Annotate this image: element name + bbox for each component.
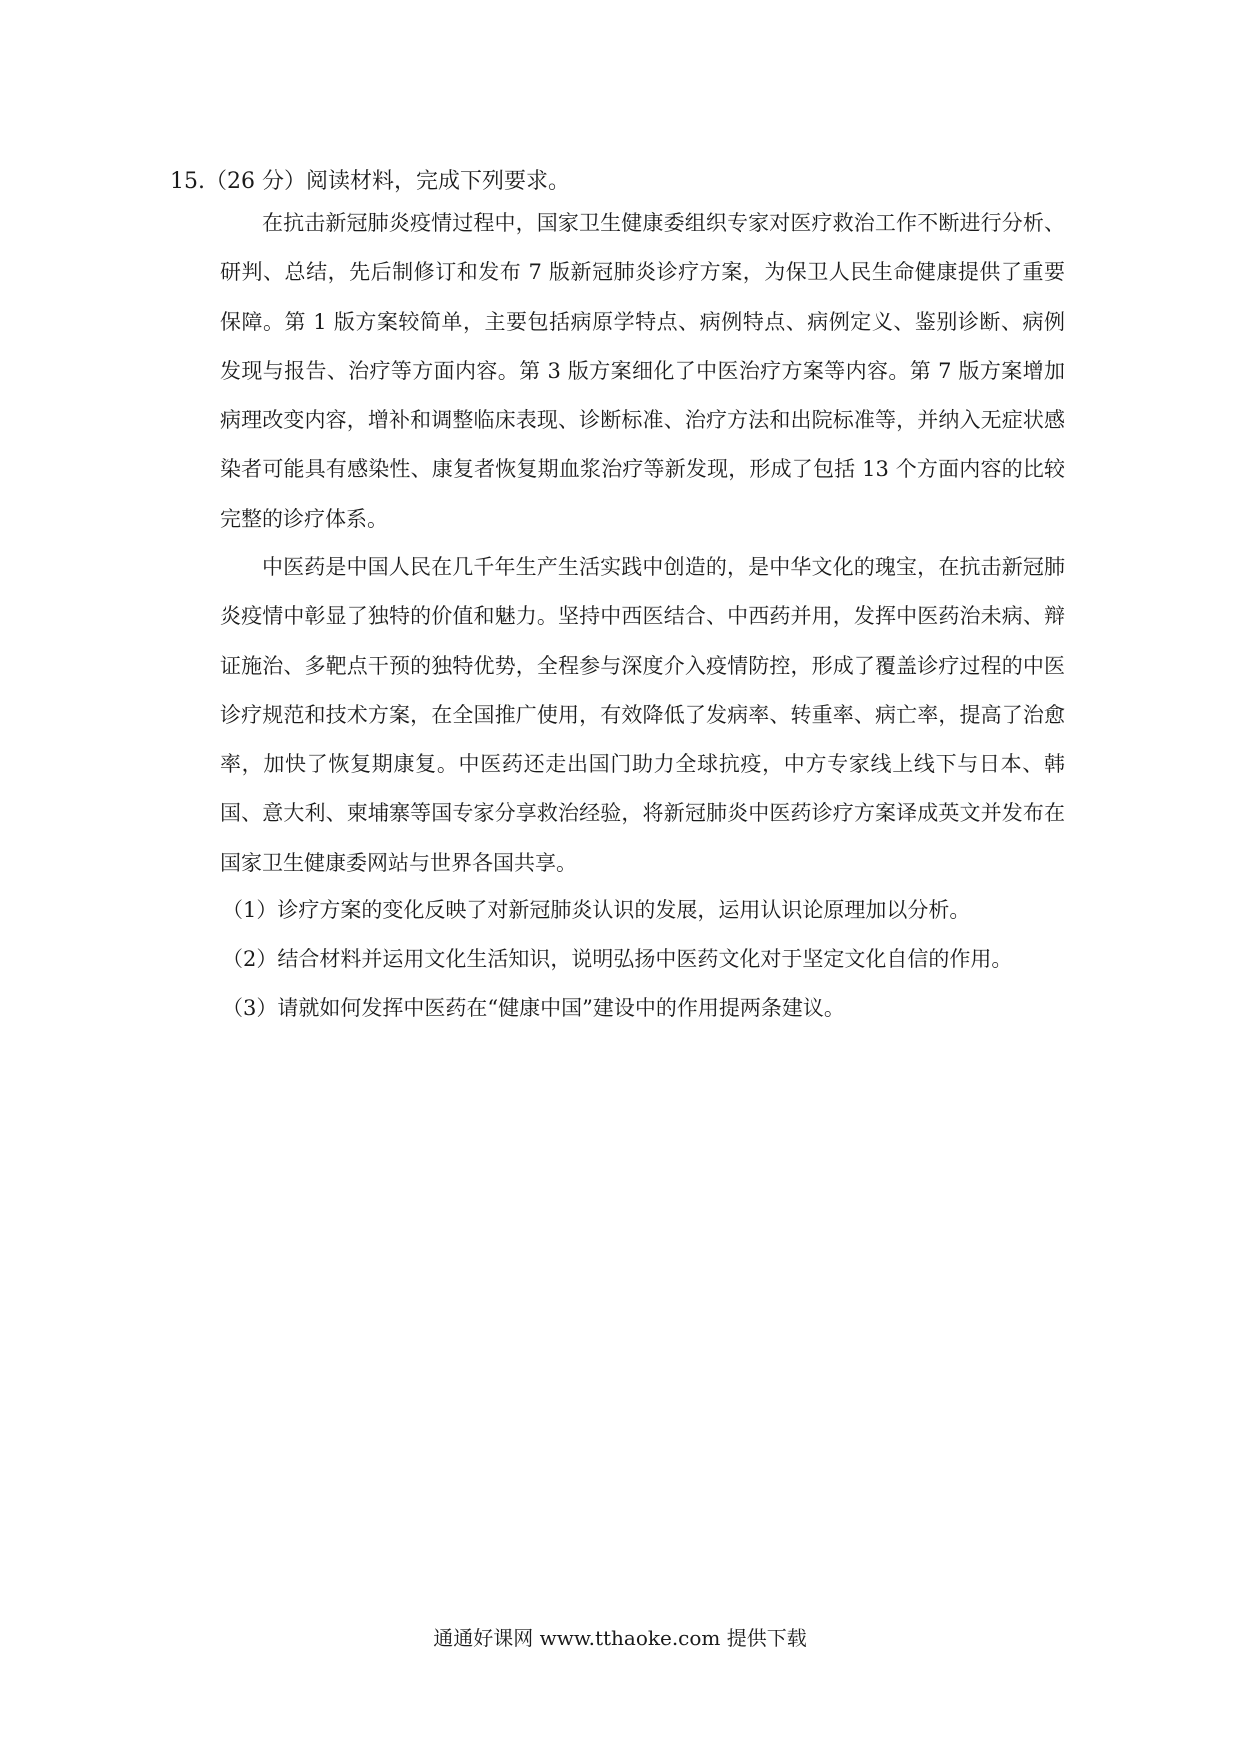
question-header: 15.（26 分）阅读材料，完成下列要求。 bbox=[170, 169, 570, 194]
material-paragraph-2: 中医药是中国人民在几千年生产生活实践中创造的，是中华文化的瑰宝，在抗击新冠肺炎疫情中彰显了独特的价值和魅力。坚持中西医结合、中西药并用，发挥中医药治未病、辩证施治、多靶点干预的独特优势，全程参与深度介入疫情防控，形成了覆盖诊疗过程的中医诊疗规范和技术方案，在全国推广使用，有效降低了发病率、转重率、病亡率，提高了治愈率，加快了恢复期康复。中医药还走出国门助力全球抗疫，中方专家线上线下与日本、韩国、意大利、柬埔寨等国专家分享救治经验，将新冠肺炎中医药诊疗方案译成英文并发布在国家卫生健康委网站与世界各国共享。 bbox=[220, 555, 1065, 875]
page-footer: 通通好课网 www.tthaoke.com 提供下载 bbox=[433, 1626, 807, 1650]
sub-question-2: （2）结合材料并运用文化生活知识，说明弘扬中医药文化对于坚定文化自信的作用。 bbox=[222, 947, 1013, 971]
material-paragraph-1: 在抗击新冠肺炎疫情过程中，国家卫生健康委组织专家对医疗救治工作不断进行分析、研判、总结，先后制修订和发布 7 版新冠肺炎诊疗方案，为保卫人民生命健康提供了重要保障。第 1 版方案较简单，主要包括病原学特点、病例特点、病例定义、鉴别诊断、病例发现与报告、治疗等方面内容。第 3 版方案细化了中医治疗方案等内容。第 7 版方案增加病理改变内容，增补和调整临床表现、诊断标准、治疗方法和出院标准等，并纳入无症状感染者可能具有感染性、康复者恢复期血浆治疗等新发现，形成了包括 13 个方面内容的比较完整的诊疗体系。 bbox=[220, 211, 1065, 531]
sub-question-1: （1）诊疗方案的变化反映了对新冠肺炎认识的发展，运用认识论原理加以分析。 bbox=[222, 898, 971, 922]
sub-question-3: （3）请就如何发挥中医药在“健康中国”建设中的作用提两条建议。 bbox=[222, 996, 845, 1020]
